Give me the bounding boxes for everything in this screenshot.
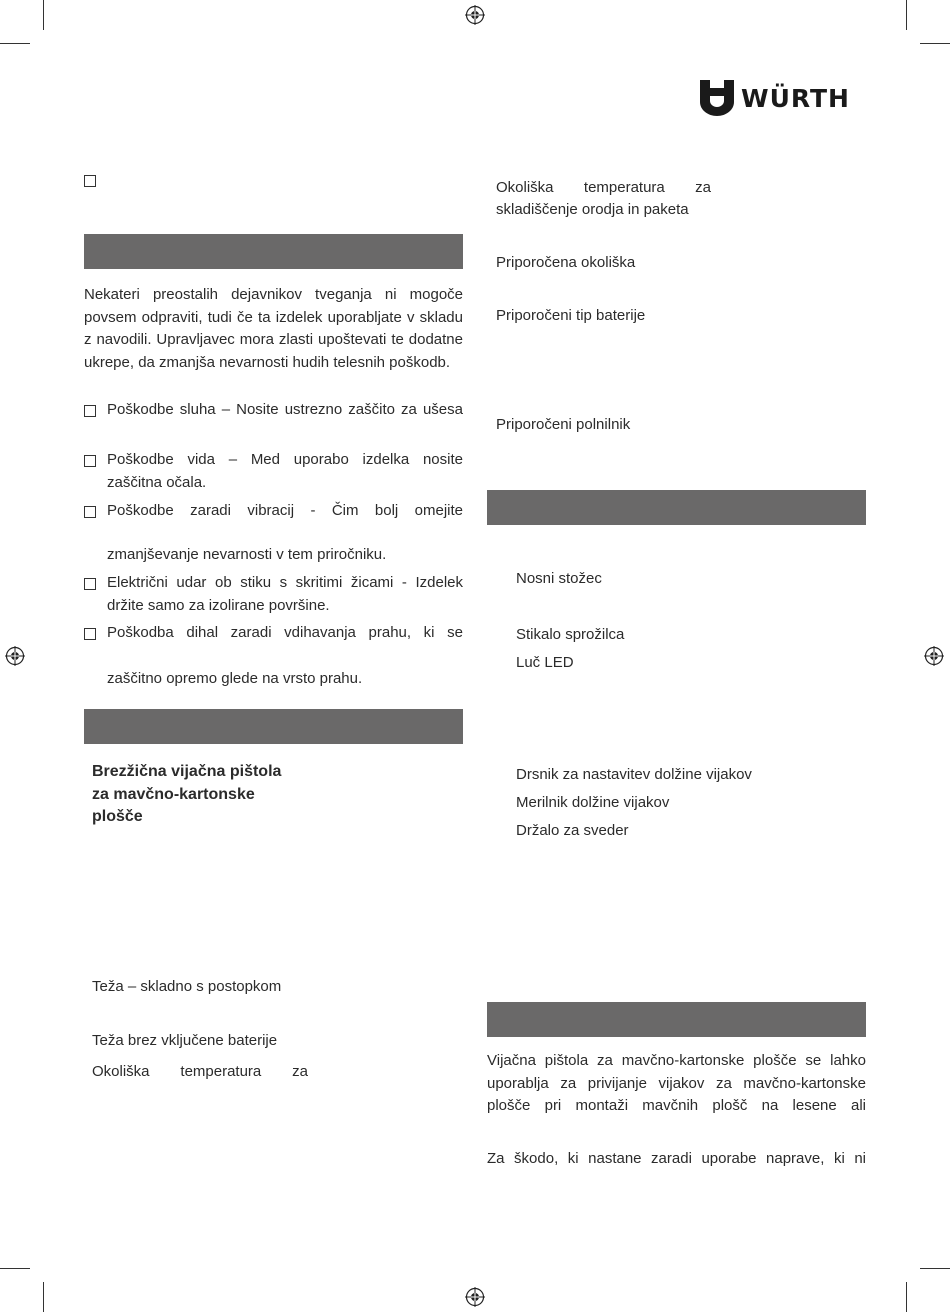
spec-label: skladiščenje orodja in paketa — [496, 201, 689, 218]
use-paragraph-line: Vijačna pištola za mavčno-kartonske plošče se lahko — [487, 1052, 866, 1069]
part-label: Nosni stožec — [516, 570, 602, 587]
use-paragraph-line: uporablja za privijanje vijakov za mavčno-kartonske — [487, 1075, 866, 1092]
risk-item: Poškodbe zaradi vibracij - Čim bolj omejite — [107, 502, 463, 519]
risk-item-continued: zaščitno opremo glede na vrsto prahu. — [107, 670, 363, 687]
spec-label: Priporočena okoliška — [496, 254, 636, 271]
part-label: Merilnik dolžine vijakov — [516, 794, 670, 811]
checkbox-icon — [84, 578, 96, 590]
risk-item: Električni udar ob stiku s skritimi žicami - Izdelek — [107, 574, 463, 591]
crop-mark — [920, 1268, 950, 1269]
registration-mark-icon — [465, 1287, 485, 1307]
checkbox-icon — [84, 628, 96, 640]
section-header-bar — [84, 234, 463, 269]
wurth-logo — [700, 79, 850, 117]
risk-item: Poškodba dihal zaradi vdihavanja prahu, ki se — [107, 624, 463, 641]
spec-label: Priporočeni tip baterije — [496, 307, 646, 324]
risk-item-continued: zaščitna očala. — [107, 474, 207, 491]
risk-item-continued: zmanjševanje nevarnosti v tem priročniku. — [107, 546, 387, 563]
checkbox-icon — [84, 175, 96, 187]
section-header-bar — [487, 1002, 866, 1037]
registration-mark-icon — [465, 5, 485, 25]
crop-mark — [0, 1268, 30, 1269]
part-label: Drsnik za nastavitev dolžine vijakov — [516, 766, 752, 783]
spec-label: Priporočeni polnilnik — [496, 416, 631, 433]
risk-item-continued: držite samo za izolirane površine. — [107, 597, 330, 614]
crop-mark — [906, 1282, 907, 1312]
risk-item: Poškodbe sluha – Nosite ustrezno zaščito za ušesa — [107, 401, 463, 418]
section-header-bar — [84, 709, 463, 744]
logo-text: WÜRTH — [741, 83, 850, 113]
risk-item: Poškodbe vida – Med uporabo izdelka nosite — [107, 451, 463, 468]
part-label: Luč LED — [516, 654, 574, 671]
product-title: plošče — [92, 808, 143, 825]
spec-label: Teža brez vključene baterije — [92, 1032, 278, 1049]
spec-label: Okoliška temperatura za — [496, 179, 711, 196]
crop-mark — [43, 1282, 44, 1312]
spec-label: Teža – skladno s postopkom — [92, 978, 282, 995]
wurth-emblem-icon — [700, 80, 734, 116]
part-label: Držalo za sveder — [516, 822, 629, 839]
section-header-bar — [487, 490, 866, 525]
registration-mark-icon — [924, 646, 944, 666]
registration-mark-icon — [5, 646, 25, 666]
use-paragraph-line: plošče pri montaži mavčnih plošč na lesene ali — [487, 1097, 866, 1114]
product-title: za mavčno-kartonske — [92, 786, 255, 803]
checkbox-icon — [84, 405, 96, 417]
crop-mark — [43, 0, 44, 30]
crop-mark — [920, 43, 950, 44]
liability-line: Za škodo, ki nastane zaradi uporabe naprave, ki ni — [487, 1150, 866, 1167]
risk-paragraph: Nekateri preostalih dejavnikov tveganja ni mogoče povsem odpraviti, tudi če ta izdelek uporabljate v skladu z navodili. Upravljavec mora zlasti upoštevati te dodatne ukrepe, da zmanjša nevarnosti hudih telesnih poškodb. — [84, 286, 463, 371]
checkbox-icon — [84, 455, 96, 467]
checkbox-icon — [84, 506, 96, 518]
spec-label: Okoliška temperatura za — [92, 1063, 308, 1080]
crop-mark — [906, 0, 907, 30]
crop-mark — [0, 43, 30, 44]
part-label: Stikalo sprožilca — [516, 626, 625, 643]
product-title: Brezžična vijačna pištola — [92, 763, 282, 780]
